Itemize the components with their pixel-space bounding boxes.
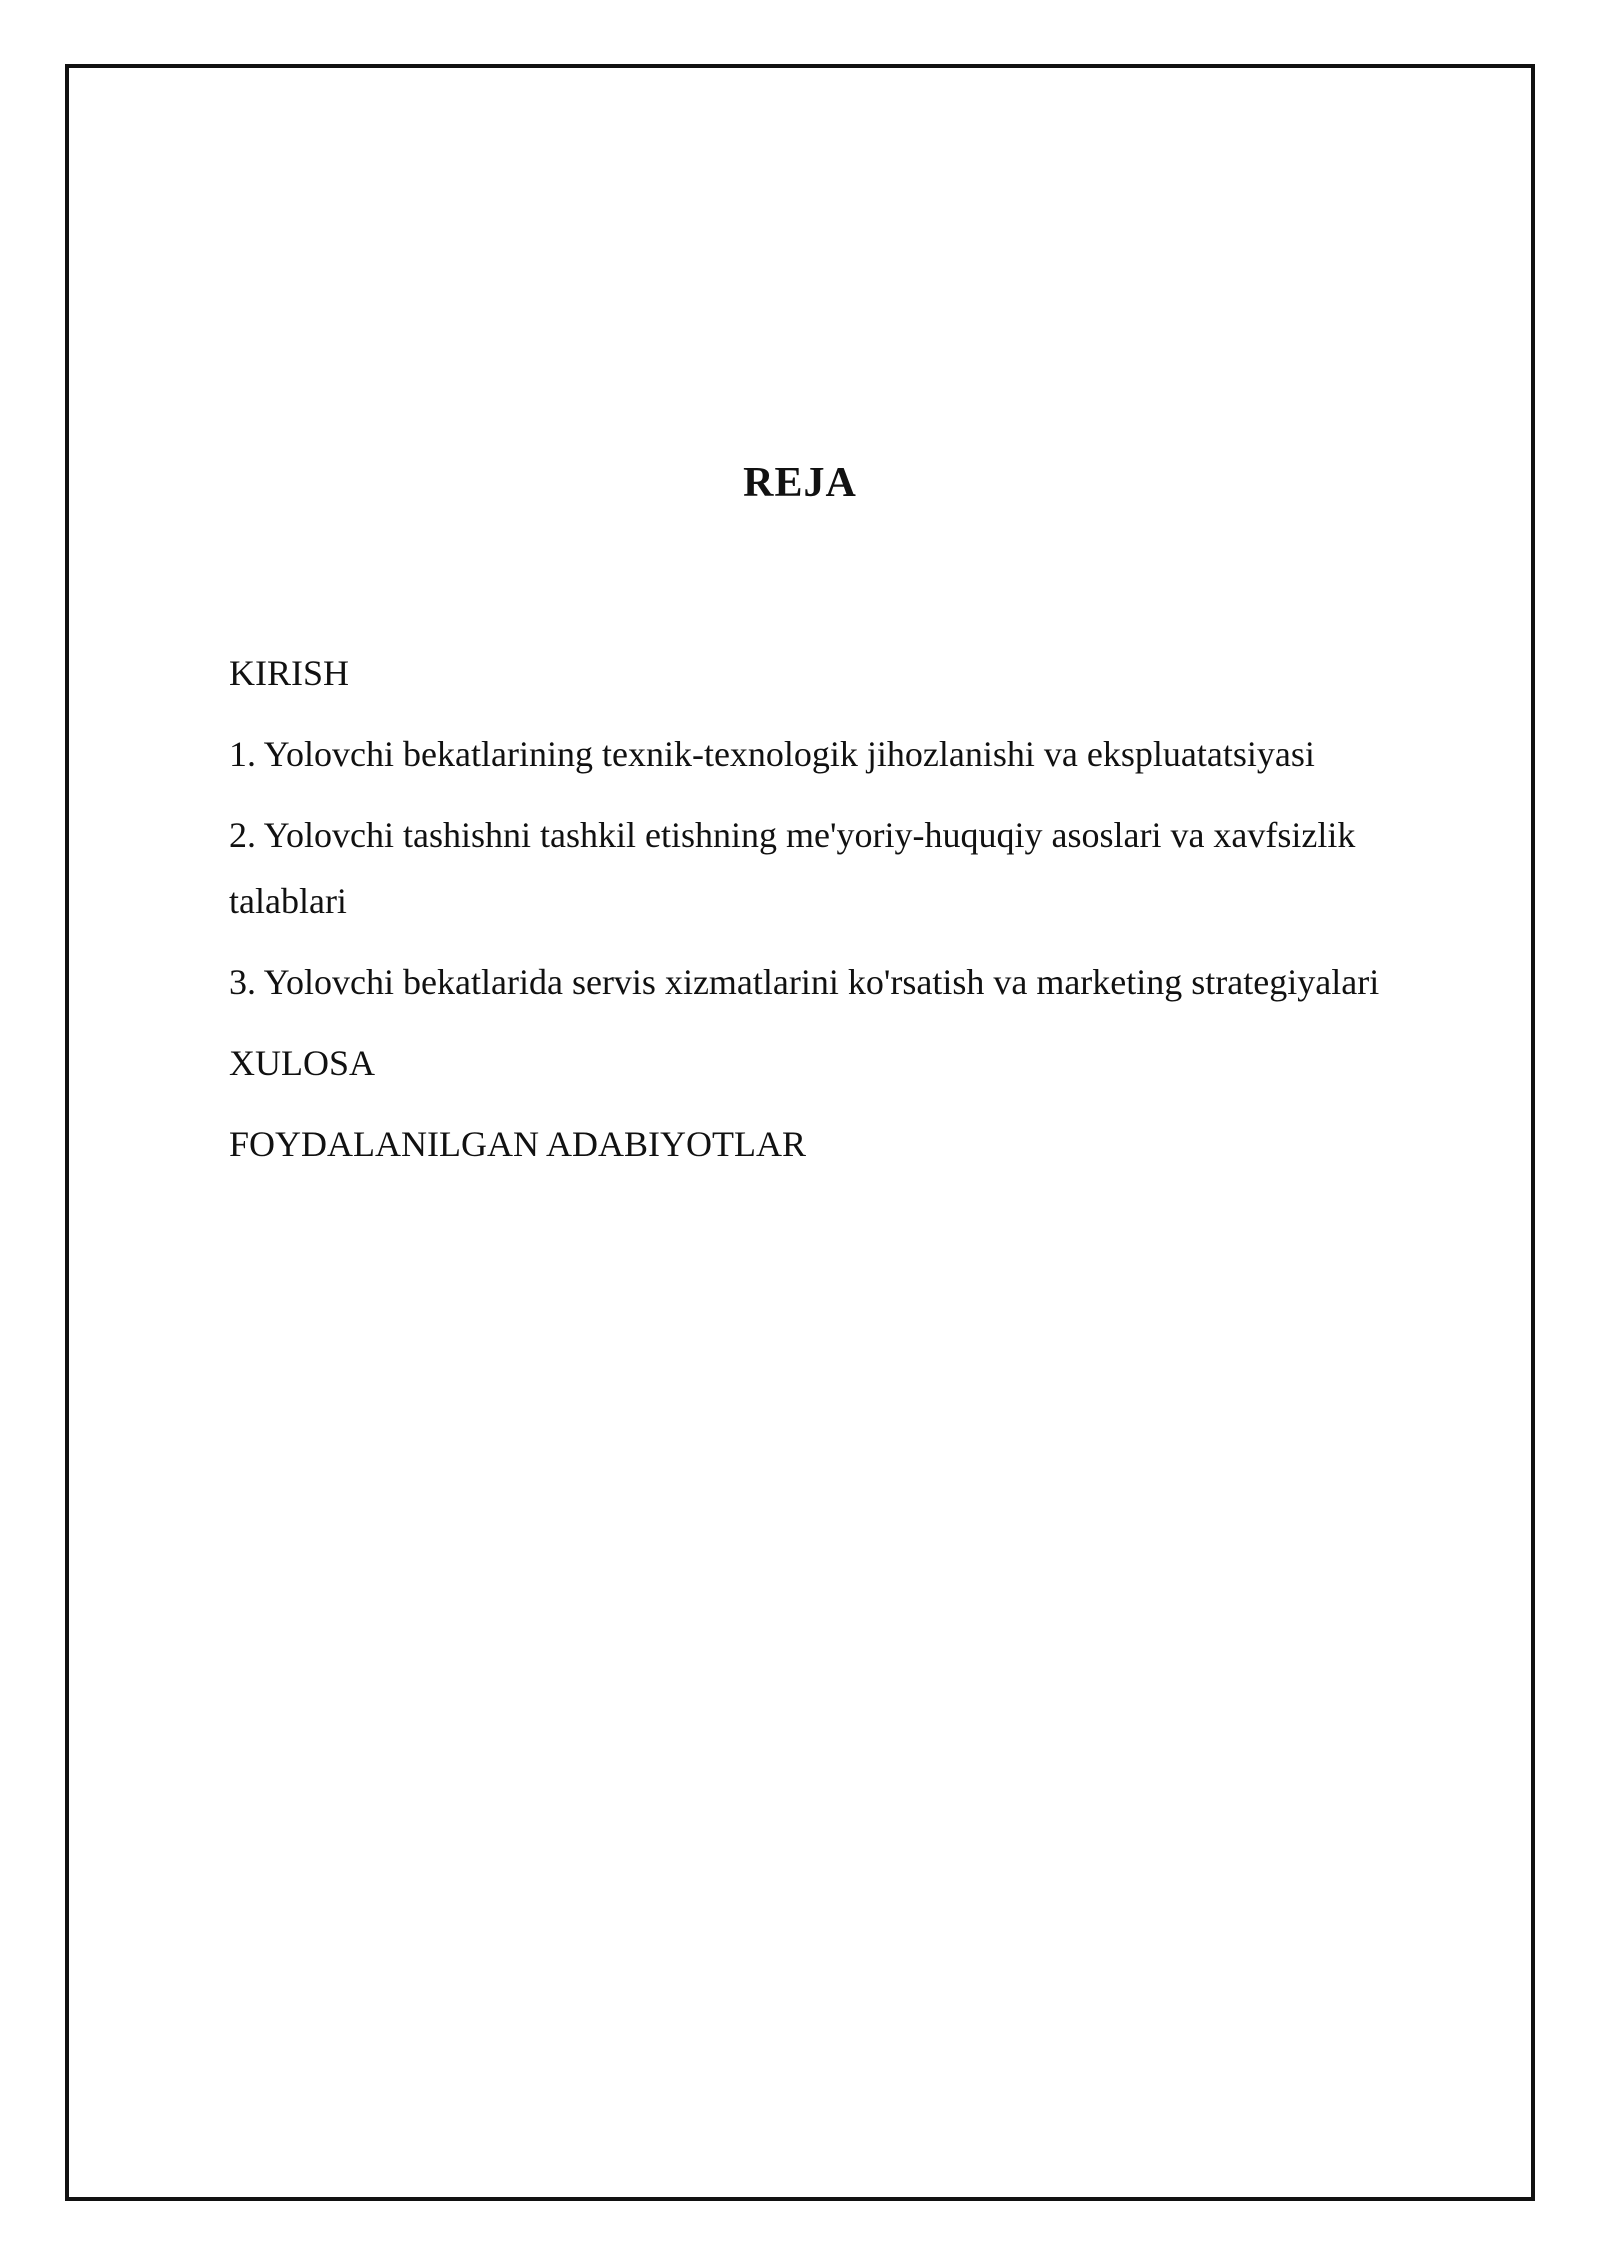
- toc-item-chapter-2: 2. Yolovchi tashishni tashkil etishning me'yoriy-huquqiy asoslari va xavfsizlik talablari: [229, 815, 1356, 921]
- toc-item-conclusion: XULOSA: [229, 1043, 376, 1083]
- toc-item-chapter-1: 1. Yolovchi bekatlarining texnik-texnologik jihozlanishi va ekspluatatsiyasi: [229, 734, 1315, 774]
- toc-item-chapter-3: 3. Yolovchi bekatlarida servis xizmatlarini ko'rsatish va marketing strategiyalari: [229, 962, 1380, 1002]
- table-of-contents: [229, 640, 1459, 1192]
- page-title: REJA: [743, 460, 857, 506]
- toc-item-references: FOYDALANILGAN ADABIYOTLAR: [229, 1124, 806, 1164]
- toc-item-introduction: KIRISH: [229, 653, 350, 693]
